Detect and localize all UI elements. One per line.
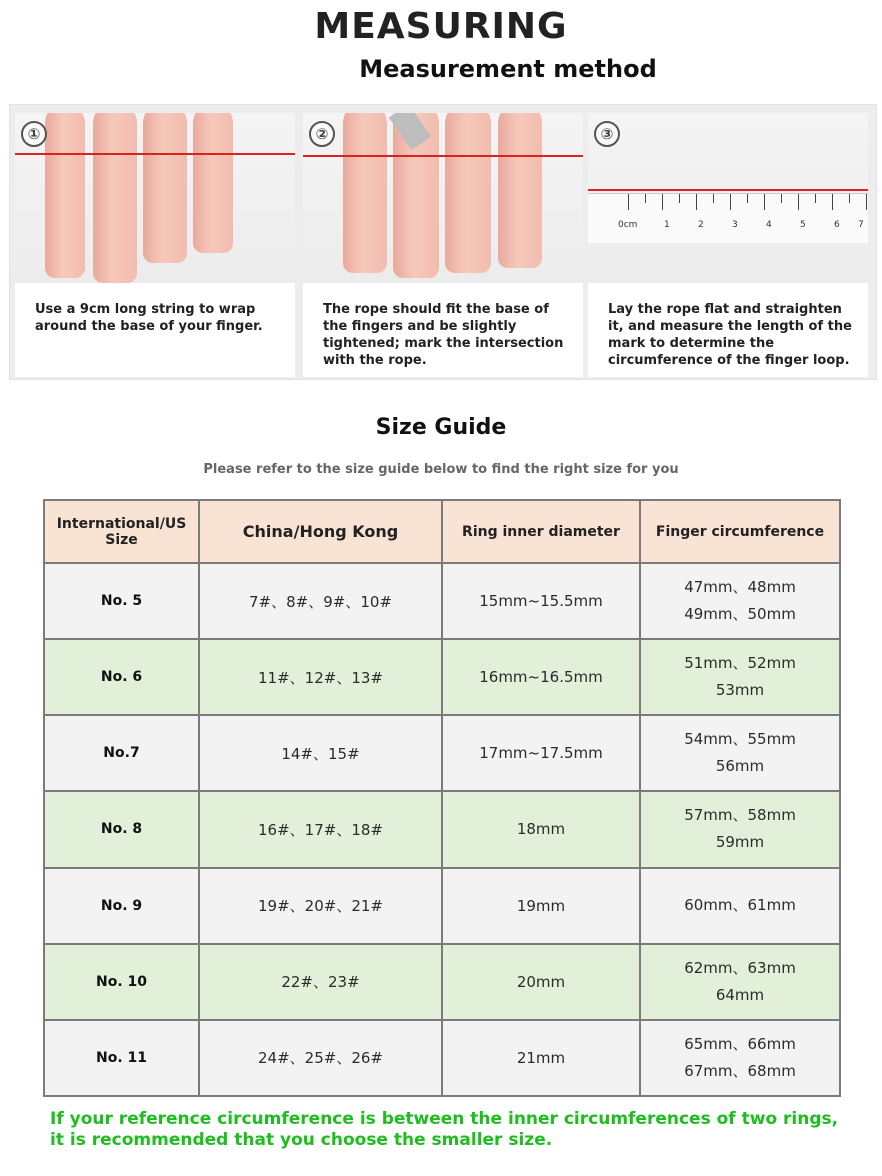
step-number-badge: ③ [594, 121, 620, 147]
ruler-label: 7 [858, 220, 864, 230]
step-3-card [588, 113, 868, 377]
ruler-tick [628, 194, 629, 210]
table-row [44, 868, 840, 944]
inner-diameter-cell: 16mm~16.5mm [442, 639, 640, 715]
ruler-tick [798, 194, 799, 210]
size-guide-title: Size Guide [375, 415, 507, 440]
us-size-cell: No. 8 [44, 791, 199, 867]
ruler-label: 5 [800, 220, 806, 230]
finger-shape [93, 113, 137, 283]
size-guide-subtitle: Please refer to the size guide below to find the right size for you [203, 462, 679, 477]
circumference-cell [640, 1020, 840, 1096]
ruler-tick [832, 194, 833, 210]
step-1-hand-image [15, 113, 295, 283]
ruler-tick [662, 194, 663, 210]
ruler-tick [696, 194, 697, 210]
red-string [588, 189, 868, 191]
ruler-label: 4 [766, 220, 772, 230]
us-size-cell: No. 6 [44, 639, 199, 715]
inner-diameter-cell: 17mm~17.5mm [442, 715, 640, 791]
ruler-tick [866, 194, 867, 210]
column-header-us-size: International/US Size [44, 500, 199, 563]
page-subtitle: Measurement method [359, 55, 657, 83]
inner-diameter-cell: 15mm~15.5mm [442, 563, 640, 639]
circumference-line: 53mm [715, 681, 765, 700]
table-row [44, 715, 840, 791]
ruler-label: 0cm [618, 220, 638, 230]
ruler-label: 2 [698, 220, 704, 230]
china-size-cell: 19#、20#、21# [199, 868, 442, 944]
table-row [44, 639, 840, 715]
ruler-tick [679, 194, 680, 203]
us-size-cell: No. 11 [44, 1020, 199, 1096]
china-size-cell: 24#、25#、26# [199, 1020, 442, 1096]
circumference-line: 60mm、61mm [684, 896, 796, 915]
measurement-steps-panel [9, 104, 877, 380]
china-size-cell: 16#、17#、18# [199, 791, 442, 867]
inner-diameter-cell: 21mm [442, 1020, 640, 1096]
china-size-cell: 7#、8#、9#、10# [199, 563, 442, 639]
finger-shape [45, 113, 85, 278]
circumference-line: 56mm [715, 757, 765, 776]
circumference-cell [640, 868, 840, 944]
step-number-badge: ① [21, 121, 47, 147]
size-recommendation-note: If your reference circumference is between the inner circumferences of two rings, it is recommended that you choose the smaller size. [50, 1109, 839, 1150]
table-row [44, 791, 840, 867]
us-size-cell: No. 9 [44, 868, 199, 944]
ruler-label: 1 [664, 220, 670, 230]
inner-diameter-cell: 20mm [442, 944, 640, 1020]
ruler-label: 3 [732, 220, 738, 230]
finger-shape [143, 113, 187, 263]
china-size-cell: 11#、12#、13# [199, 639, 442, 715]
finger-shape [445, 113, 491, 273]
table-row [44, 944, 840, 1020]
circumference-cell [640, 715, 840, 791]
ruler [588, 193, 868, 243]
size-guide-table [43, 499, 841, 1097]
step-number-badge: ② [309, 121, 335, 147]
circumference-cell [640, 791, 840, 867]
circumference-cell [640, 944, 840, 1020]
circumference-line: 49mm、50mm [684, 605, 796, 624]
ruler-tick [815, 194, 816, 203]
step-1-card [15, 113, 295, 377]
circumference-line: 59mm [715, 833, 765, 852]
step-3-ruler-image [588, 113, 868, 283]
circumference-line: 62mm、63mm [684, 958, 796, 977]
ruler-tick [849, 194, 850, 203]
circumference-line: 64mm [715, 985, 765, 1004]
step-2-text: The rope should fit the base of the fingers and be slightly tightened; mark the intersection with the rope. [323, 302, 564, 368]
table-row [44, 1020, 840, 1096]
circumference-line: 54mm、55mm [684, 730, 796, 749]
ruler-label: 6 [834, 220, 840, 230]
us-size-cell: No. 5 [44, 563, 199, 639]
circumference-line: 67mm、68mm [684, 1061, 796, 1080]
ruler-tick [747, 194, 748, 203]
ruler-tick [764, 194, 765, 210]
red-string [15, 153, 295, 155]
finger-shape [498, 113, 542, 268]
ruler-tick [645, 194, 646, 203]
inner-diameter-cell: 18mm [442, 791, 640, 867]
finger-shape [193, 113, 233, 253]
page-title: MEASURING [314, 6, 568, 47]
circumference-cell [640, 563, 840, 639]
circumference-line: 51mm、52mm [684, 654, 796, 673]
ruler-tick [781, 194, 782, 203]
inner-diameter-cell: 19mm [442, 868, 640, 944]
circumference-line: 47mm、48mm [684, 578, 796, 597]
us-size-cell: No. 10 [44, 944, 199, 1020]
circumference-line: 57mm、58mm [684, 806, 796, 825]
column-header-finger-circumference: Finger circumference [640, 500, 840, 563]
ruler-tick [713, 194, 714, 203]
step-3-text: Lay the rope flat and straighten it, and measure the length of the mark to determine the circumference of the finger loop. [608, 302, 852, 368]
step-2-hand-image [303, 113, 583, 283]
us-size-cell: No.7 [44, 715, 199, 791]
china-size-cell: 14#、15# [199, 715, 442, 791]
table-row [44, 563, 840, 639]
china-size-cell: 22#、23# [199, 944, 442, 1020]
finger-shape [343, 113, 387, 273]
circumference-cell [640, 639, 840, 715]
circumference-line: 65mm、66mm [684, 1034, 796, 1053]
column-header-china-hk: China/Hong Kong [199, 500, 442, 563]
step-1-text: Use a 9cm long string to wrap around the base of your finger. [35, 302, 263, 334]
red-string [303, 155, 583, 157]
table-header-row [44, 500, 840, 563]
step-2-card [303, 113, 583, 377]
ruler-tick [730, 194, 731, 210]
column-header-inner-diameter: Ring inner diameter [442, 500, 640, 563]
